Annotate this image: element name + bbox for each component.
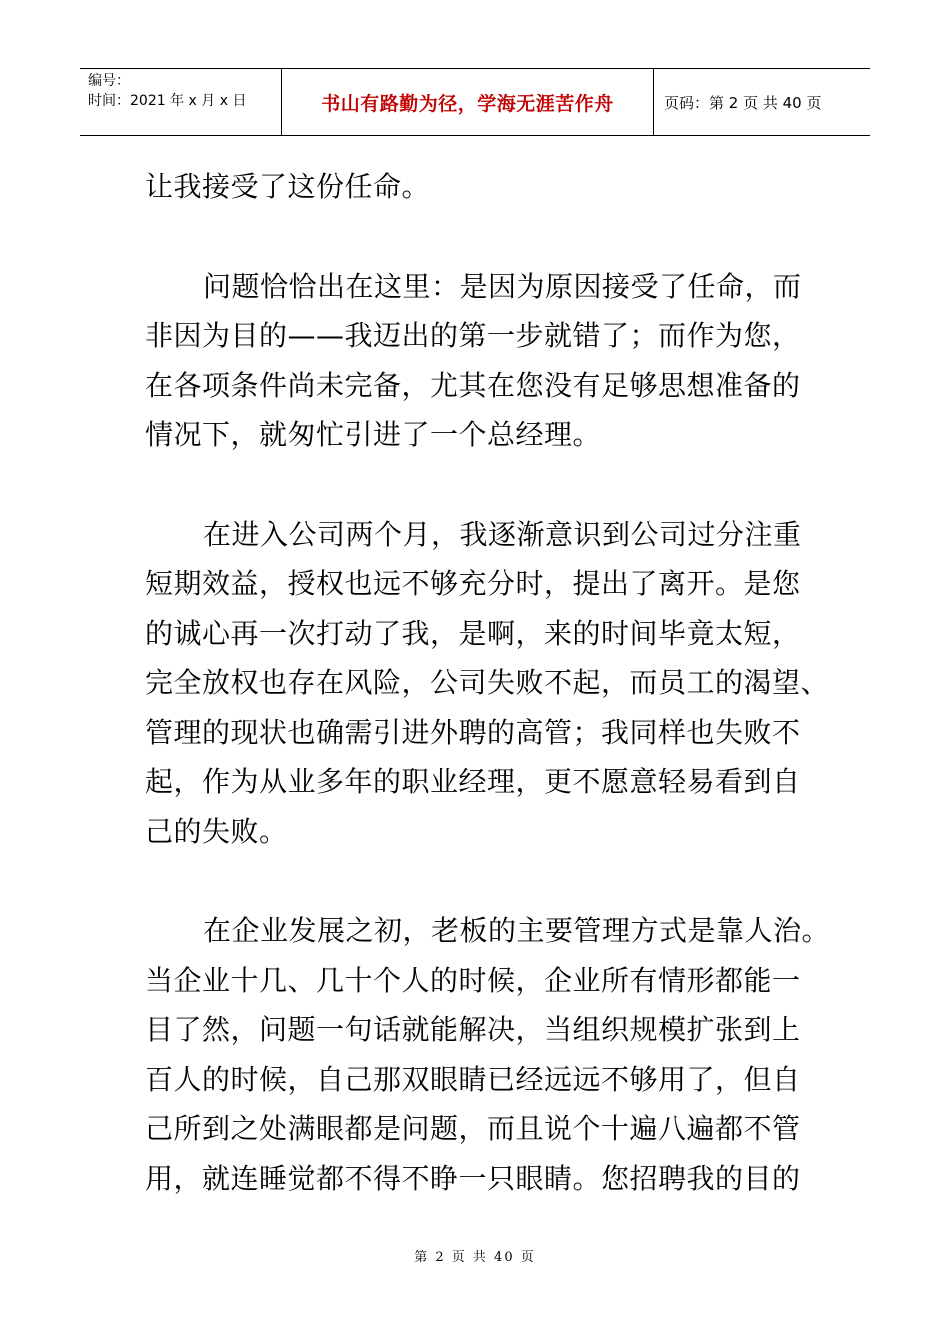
text-line: 在各项条件尚未完备，尤其在您没有足够思想准备的	[145, 368, 801, 402]
text-line: 的诚心再一次打动了我，是啊，来的时间毕竟太短，	[145, 616, 801, 650]
text-line: 情况下，就匆忙引进了一个总经理。	[145, 418, 602, 451]
text-line: 完全放权也存在风险，公司失败不起，而员工的渴望、	[145, 666, 830, 699]
text-line: 在企业发展之初，老板的主要管理方式是靠人治。	[203, 914, 831, 947]
paragraph-3	[145, 510, 830, 857]
text-line: 让我接受了这份任命。	[145, 170, 431, 203]
text-line: 百人的时候，自己那双眼睛已经远远不够用了，但自	[145, 1062, 801, 1096]
header-table	[80, 68, 870, 136]
text-line: 问题恰恰出在这里：是因为原因接受了任命，而	[203, 269, 802, 303]
header-info-cell	[80, 69, 282, 135]
number-label: 编号：	[88, 73, 130, 89]
text-line: 起，作为从业多年的职业经理，更不愿意轻易看到自	[145, 765, 801, 798]
page-code: 页码：第 2 页 共 40 页	[664, 93, 822, 112]
text-line: 非因为目的——我迈出的第一步就错了；而作为您，	[145, 319, 801, 352]
text-line: 短期效益，授权也远不够充分时，提出了离开。是您	[145, 567, 801, 600]
paragraph-4	[145, 906, 831, 1203]
text-line: 己所到之处满眼都是问题，而且说个十遍八遍都不管	[145, 1112, 801, 1145]
text-line: 己的失败。	[145, 814, 288, 848]
document-body	[145, 162, 831, 1253]
text-line: 管理的现状也确需引进外聘的高管；我同样也失败不	[145, 715, 801, 749]
text-line: 用，就连睡觉都不得不睁一只眼睛。您招聘我的目的	[145, 1161, 801, 1195]
motto-text: 书山有路勤为径，学海无涯苦作舟	[321, 92, 614, 115]
text-line: 当企业十几、几十个人的时候，企业所有情形都能一	[145, 963, 801, 997]
paragraph-1	[145, 162, 825, 212]
text-line: 目了然，问题一句话就能解决，当组织规模扩张到上	[145, 1013, 801, 1046]
header-motto-cell	[282, 69, 654, 135]
page-footer: 第 2 页 共 40 页	[414, 1250, 536, 1265]
date-label: 时间：2021 年 x 月 x 日	[88, 93, 247, 109]
header-page-cell	[654, 69, 870, 135]
paragraph-2	[145, 262, 825, 460]
text-line: 在进入公司两个月，我逐渐意识到公司过分注重	[203, 517, 802, 551]
